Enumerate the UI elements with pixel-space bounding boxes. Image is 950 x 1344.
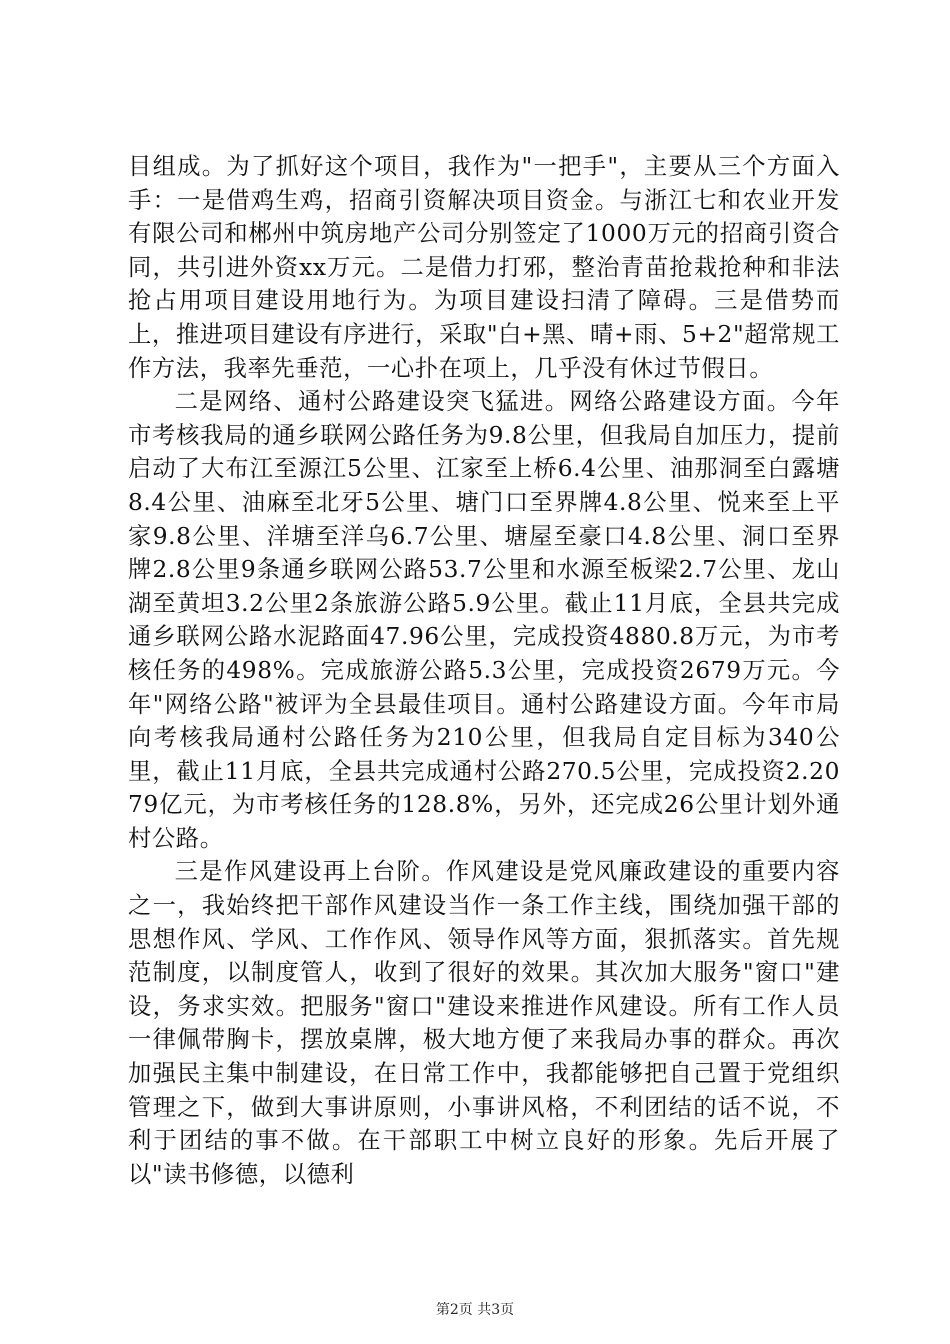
page-number-label: 第2页 共3页 (435, 1302, 515, 1318)
paragraph-road-construction: 二是网络、通村公路建设突飞猛进。网络公路建设方面。今年市考核我局的通乡联网公路任务为9.8公里，但我局自加压力，提前启动了大布江至源江5公里、江家至上桥6.4公里、油那洞至白露塘8.4公里、油麻至北牙5公里、塘门口至界牌4.8公里、悦来至上平家9.8公里、洋塘至洋乌6.7公里、塘屋至豪口4.8公里、洞口至界牌2.8公里9条通乡联网公路53.7公里和水源至板梁2.7公里、龙山湖至黄坦3.2公里2条旅游公路5.9公里。截止11月底，全县共完成通乡联网公路水泥路面47.96公里，完成投资4880.8万元，为市考核任务的498%。完成旅游公路5.3公里，完成投资2679万元。今年"网络公路"被评为全县最佳项目。通村公路建设方面。今年市局向考核我局通村公路任务为210公里，但我局自定目标为340公里，截止11月底，全县共完成通村公路270.5公里，完成投资2.2079亿元，为市考核任务的128.8%，另外，还完成26公里计划外通村公路。 (128, 388, 840, 852)
document-body (128, 150, 840, 1191)
paragraph-project-continuation: 目组成。为了抓好这个项目，我作为"一把手"，主要从三个方面入手：一是借鸡生鸡，招商引资解决项目资金。与浙江七和农业开发有限公司和郴州中筑房地产公司分别签定了1000万元的招商引资合同，共引进外资xx万元。二是借力打邪，整治青苗抢栽抢种和非法抢占用项目建设用地行为。为项目建设扫清了障碍。三是借势而上，推进项目建设有序进行，采取"白+黑、晴+雨、5+2"超常规工作方法，我率先垂范，一心扑在项上，几乎没有休过节假日。 (128, 153, 840, 382)
page-footer (0, 1300, 950, 1320)
paragraph-work-style: 三是作风建设再上台阶。作风建设是党风廉政建设的重要内容之一，我始终把干部作风建设当作一条工作主线，围绕加强干部的思想作风、学风、工作作风、领导作风等方面，狠抓落实。首先规范制度，以制度管人，收到了很好的效果。其次加大服务"窗口"建设，务求实效。把服务"窗口"建设来推进作风建设。所有工作人员一律佩带胸卡，摆放桌牌，极大地方便了来我局办事的群众。再次加强民主集中制建设，在日常工作中，我都能够把自己置于党组织管理之下，做到大事讲原则，小事讲风格，不利团结的话不说，不利于团结的事不做。在干部职工中树立良好的形象。先后开展了以"读书修德，以德利 (128, 858, 840, 1188)
